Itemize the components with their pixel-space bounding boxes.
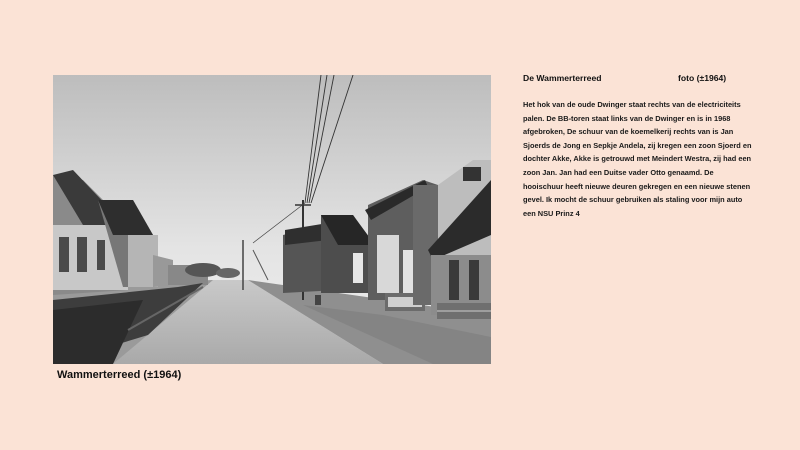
description-text: Het hok van de oude Dwinger staat rechts van de electriciteits palen. De BB-toren staat links van de Dwinger en is in 1968 afgebroken, De schuur van de koemelkerij rechts van is Jan Sjoerds de Jong en Sepkje Andela, zij kregen een zoon Sjoerd en dochter Akke, Akke is getrouwd met Meindert Westra, zij had een zoon Jan. Jan had een Duitse vader Otto genaamd. De hooischuur heeft nieuwe deuren gekregen en een nieuwe stenen gevel. Ik mocht de schuur gebruiken als staling voor mijn auto een NSU Prinz 4	[523, 100, 752, 218]
street-photo-drawing	[53, 75, 491, 364]
photo-caption: Wammerterreed (±1964)	[57, 369, 182, 381]
street-photo	[53, 75, 491, 364]
slide-title: De Wammerterreed	[523, 73, 602, 83]
photo-date: foto (±1964)	[678, 73, 727, 83]
